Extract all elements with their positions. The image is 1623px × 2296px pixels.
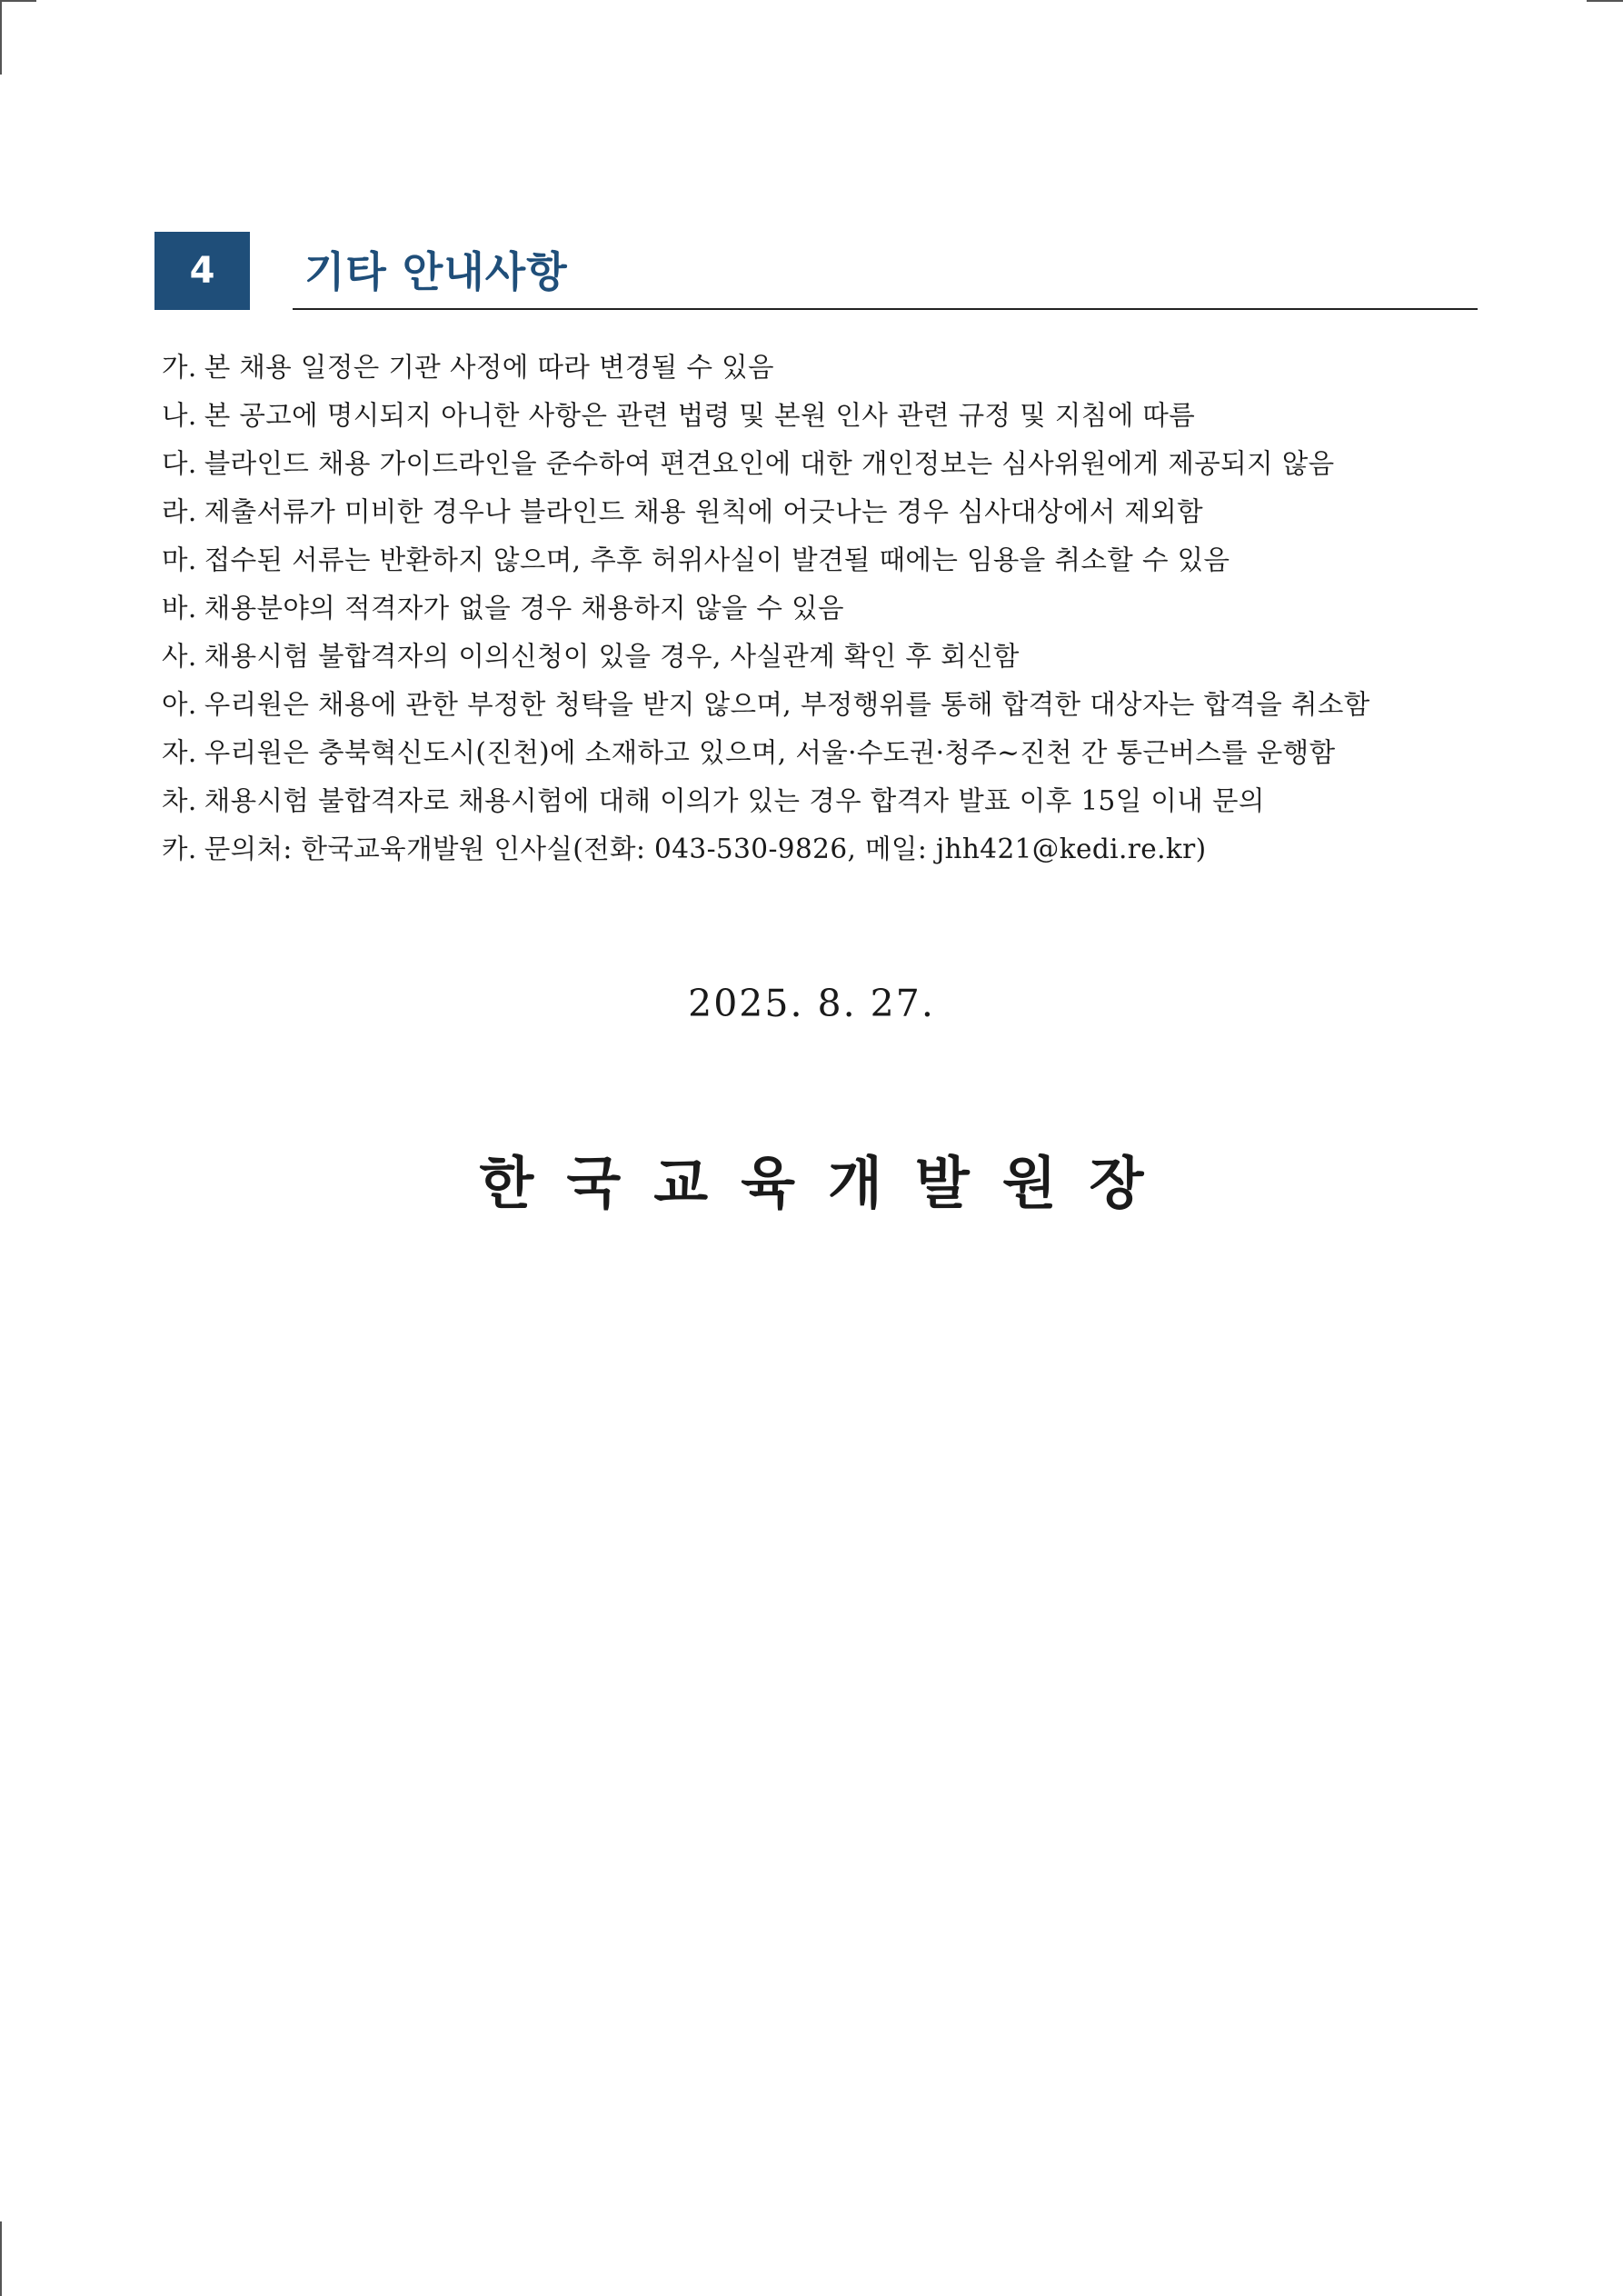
- list-item-text: 본 채용 일정은 기관 사정에 따라 변경될 수 있음: [204, 352, 774, 383]
- list-item: [162, 440, 1489, 488]
- announcement-date: 2025. 8. 27.: [688, 982, 935, 1025]
- list-item-text: 접수된 서류는 반환하지 않으며, 추후 허위사실이 발견될 때에는 임용을 취소할 수 있음: [204, 544, 1230, 575]
- list-item: [162, 536, 1489, 584]
- list-item: [162, 633, 1489, 681]
- list-item-marker: 마.: [162, 544, 197, 575]
- list-item-text: 우리원은 충북혁신도시(진천)에 소재하고 있으며, 서울·수도권·청주~진천 간 통근버스를 운행함: [204, 737, 1336, 768]
- crop-mark-top-left-vertical: [0, 0, 2, 75]
- list-item-text: 채용시험 불합격자의 이의신청이 있을 경우, 사실관계 확인 후 회신함: [204, 641, 1020, 672]
- crop-mark-top-right: [1587, 0, 1623, 2]
- list-item: [162, 729, 1489, 777]
- list-item-marker: 바.: [162, 593, 197, 624]
- list-item-marker: 아.: [162, 689, 197, 720]
- section-header: [154, 232, 1478, 310]
- list-item: [162, 344, 1489, 392]
- list-item-marker: 나.: [162, 400, 197, 431]
- list-item-text: 우리원은 채용에 관한 부정한 청탁을 받지 않으며, 부정행위를 통해 합격한 대상자는 합격을 취소함: [204, 689, 1370, 720]
- list-item: [162, 488, 1489, 536]
- signatory-name: 한국교육개발원장: [479, 1150, 1177, 1216]
- section-title: 기타 안내사항: [304, 247, 568, 296]
- list-item: [162, 777, 1489, 825]
- crop-mark-bottom-left: [0, 2221, 2, 2296]
- list-item-text: 채용분야의 적격자가 없을 경우 채용하지 않을 수 있음: [204, 593, 844, 624]
- list-item: [162, 584, 1489, 633]
- list-item-marker: 다.: [162, 448, 197, 479]
- list-item-text: 채용시험 불합격자로 채용시험에 대해 이의가 있는 경우 합격자 발표 이후 15일 이내 문의: [204, 785, 1265, 816]
- list-item-marker: 카.: [162, 834, 197, 864]
- section-divider: [293, 308, 1478, 310]
- crop-mark-top-left-horizontal: [0, 0, 36, 2]
- list-item-marker: 사.: [162, 641, 197, 672]
- section-number-badge: 4: [154, 232, 250, 310]
- list-item: [162, 681, 1489, 729]
- list-item-text: 문의처: 한국교육개발원 인사실(전화: 043-530-9826, 메일: jhh421@kedi.re.kr): [204, 834, 1207, 864]
- list-item-marker: 차.: [162, 785, 197, 816]
- list-item-marker: 라.: [162, 496, 197, 527]
- list-item: [162, 825, 1489, 873]
- list-item-marker: 가.: [162, 352, 197, 383]
- list-item-text: 블라인드 채용 가이드라인을 준수하여 편견요인에 대한 개인정보는 심사위원에게 제공되지 않음: [204, 448, 1335, 479]
- list-item-text: 본 공고에 명시되지 아니한 사항은 관련 법령 및 본원 인사 관련 규정 및 지침에 따름: [204, 400, 1196, 431]
- notice-list: [162, 344, 1489, 873]
- list-item-marker: 자.: [162, 737, 197, 768]
- list-item: [162, 392, 1489, 440]
- list-item-text: 제출서류가 미비한 경우나 블라인드 채용 원칙에 어긋나는 경우 심사대상에서 제외함: [204, 496, 1204, 527]
